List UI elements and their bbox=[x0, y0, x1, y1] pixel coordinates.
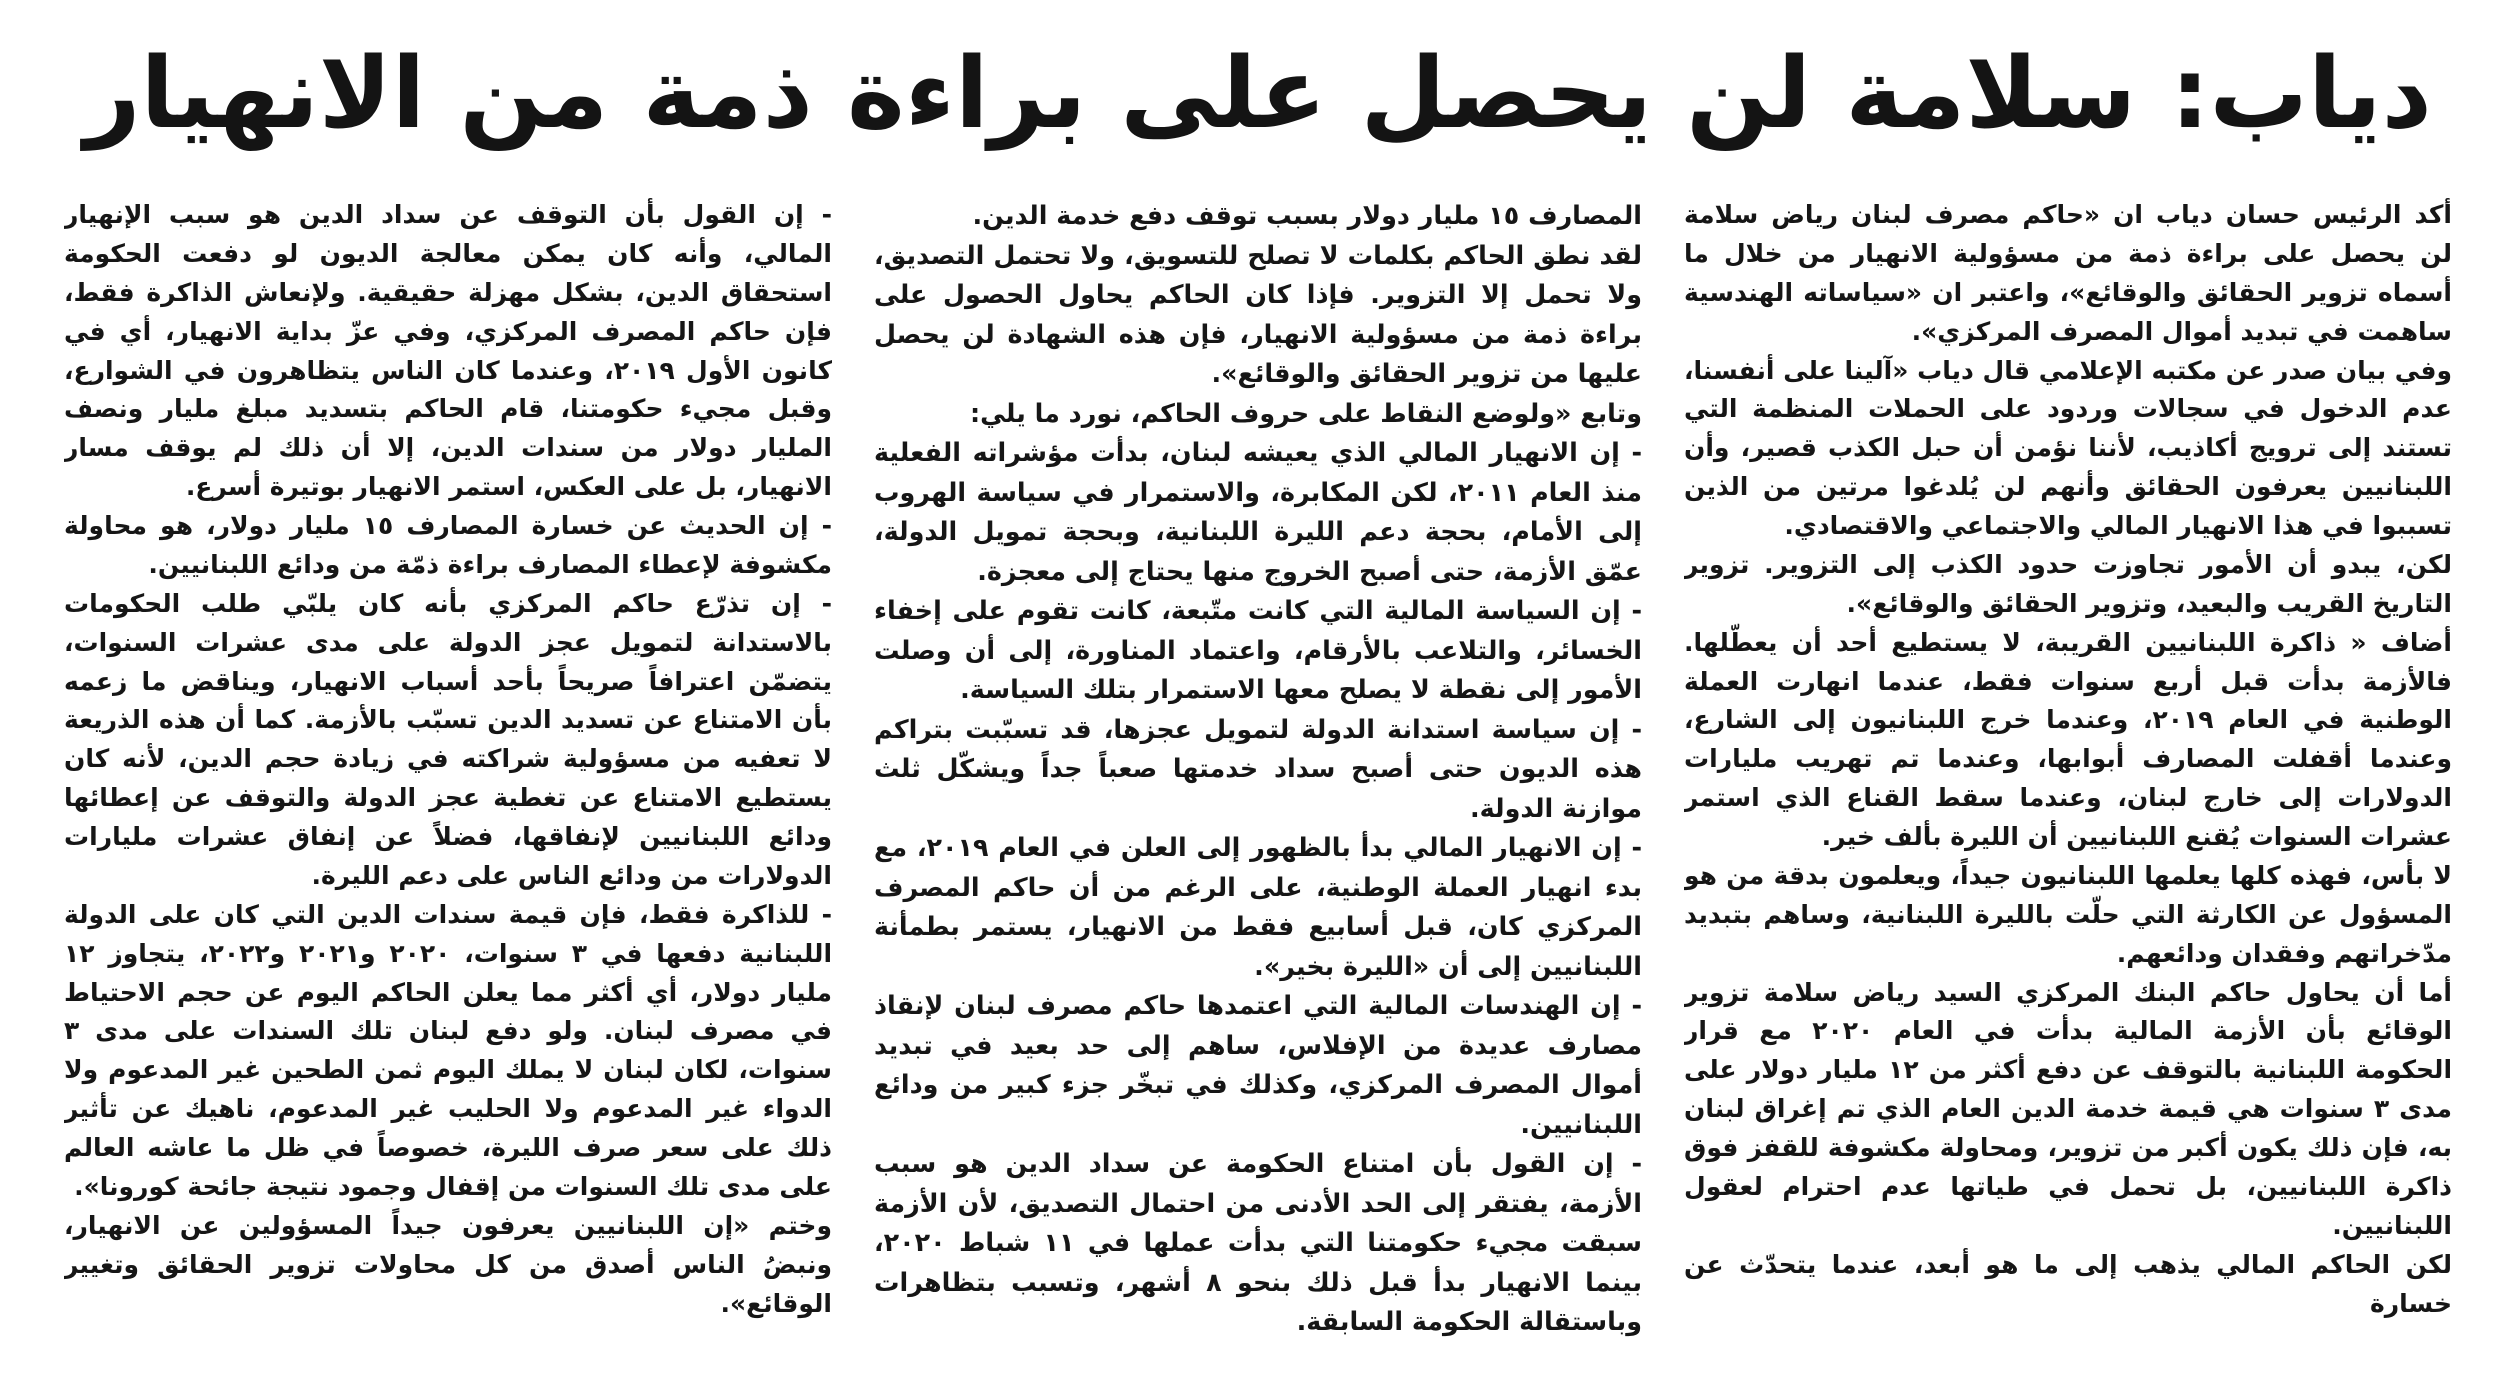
paragraph: لقد نطق الحاكم بكلمات لا تصلح للتسويق، ولا تحتمل التصديق، ولا تحمل إلا التزوير. فإذا كان الحاكم يحاول الحصول على براءة ذمة من مسؤولية الانهيار، فإن هذه الشهادة لن يحصل عليها من تزوير الحقائق والوقائع». bbox=[874, 239, 1642, 388]
article-headline: دياب: سلامة لن يحصل على براءة ذمة من الانهيار bbox=[84, 37, 2432, 151]
paragraph: أضاف « ذاكرة اللبنانيين القريبة، لا يستطيع أحد أن يعطّلها. فالأزمة بدأت قبل أربع سنوات فقط، عندما انهارت العملة الوطنية في العام ٢٠١٩، وعندما خرج اللبنانيون إلى الشارع، وعندما أقفلت المصارف أبوابها، وعندما تم تهريب مليارات الدولارات إلى خارج لبنان، وعندما سقط القناع الذي استمر عشرات السنوات يُقنع اللبنانيين أن الليرة بألف خير. bbox=[1684, 627, 2452, 851]
paragraph: - إن الحديث عن خسارة المصارف ١٥ مليار دولار، هو محاولة مكشوفة لإعطاء المصارف براءة ذمّة من ودائع اللبنانيين. bbox=[64, 511, 832, 579]
paragraph: وفي بيان صدر عن مكتبه الإعلامي قال دياب «آلينا على أنفسنا، عدم الدخول في سجالات وردود على الحملات المنظمة التي تستند إلى ترويج أكاذيب، لأننا نؤمن أن حبل الكذب قصير، وأن اللبنانيين يعرفون الحقائق وأنهم لن يُلدغوا مرتين من الذين تسببوا في هذا الانهيار المالي والاجتماعي والاقتصادي. bbox=[1684, 355, 2452, 540]
paragraph: وختم «إن اللبنانيين يعرفون جيداً المسؤولين عن الانهيار، ونبضُ الناس أصدق من كل محاولات تزوير الحقائق وتغيير الوقائع». bbox=[64, 1210, 832, 1318]
paragraph: - إن الانهيار المالي بدأ بالظهور إلى العلن في العام ٢٠١٩، مع بدء انهيار العملة الوطنية، على الرغم من أن حاكم المصرف المركزي كان، قبل أسابيع فقط من الانهيار، يستمر بطمأنة اللبنانيين إلى أن «الليرة بخير». bbox=[874, 832, 1642, 981]
paragraph: - إن سياسة استدانة الدولة لتمويل عجزها، قد تسبّبت بتراكم هذه الديون حتى أصبح سداد خدمتها صعباً جداً ويشكّل ثلث موازنة الدولة. bbox=[874, 713, 1642, 823]
paragraph: - إن القول بأن امتناع الحكومة عن سداد الدين هو سبب الأزمة، يفتقر إلى الحد الأدنى من احتمال التصديق، لأن الأزمة سبقت مجيء حكومتنا التي بدأت عملها في ١١ شباط ٢٠٢٠، بينما الانهيار بدأ قبل ذلك بنحو ٨ أشهر، وتسبب بتظاهرات وباستقالة الحكومة السابقة. bbox=[874, 1148, 1642, 1336]
paragraph: - إن تذرّع حاكم المركزي بأنه كان يلبّي طلب الحكومات بالاستدانة لتمويل عجز الدولة على مدى عشرات السنوات، يتضمّن اعترافاً صريحاً بأحد أسباب الانهيار، ويناقض ما زعمه بأن الامتناع عن تسديد الدين تسبّب بالأزمة. كما أن هذه الذريعة لا تعفيه من مسؤولية شراكته في زيادة حجم الدين، لأنه كان يستطيع الامتناع عن تغطية عجز الدولة والتوقف عن إعطائها ودائع اللبنانيين لإنفاقها، فضلاً عن إنفاق عشرات مليارات الدولارات من ودائع الناس على دعم الليرة. bbox=[64, 588, 832, 890]
paragraph: - إن الانهيار المالي الذي يعيشه لبنان، بدأت مؤشراته الفعلية منذ العام ٢٠١١، لكن المكابرة، والاستمرار في سياسة الهروب إلى الأمام، بحجة دعم الليرة اللبنانية، وبحجة تمويل الدولة، عمّق الأزمة، حتى أصبح الخروج منها يحتاج إلى معجزة. bbox=[874, 437, 1642, 586]
paragraph: - للذاكرة فقط، فإن قيمة سندات الدين التي كان على الدولة اللبنانية دفعها في ٣ سنوات، ٢٠٢٠ و٢٠٢١ و٢٠٢٢، يتجاوز ١٢ مليار دولار، أي أكثر مما يعلن الحاكم اليوم عن حجم الاحتياط في مصرف لبنان. ولو دفع لبنان تلك السندات على مدى ٣ سنوات، لكان لبنان لا يملك اليوم ثمن الطحين غير المدعوم ولا الدواء غير المدعوم ولا الحليب غير المدعوم، ناهيك عن تأثير ذلك على سعر صرف الليرة، خصوصاً في ظل ما عاشه العالم على مدى تلك السنوات من إقفال وجمود نتيجة جائحة كورونا». bbox=[64, 899, 832, 1201]
paragraph: لا بأس، فهذه كلها يعلمها اللبنانيون جيداً، ويعلمون بدقة من هو المسؤول عن الكارثة التي حلّت بالليرة اللبنانية، وساهم بتبديد مدّخراتهم وفقدان ودائعهم. bbox=[1684, 860, 2452, 968]
paragraph: أما أن يحاول حاكم البنك المركزي السيد رياض سلامة تزوير الوقائع بأن الأزمة المالية بدأت في العام ٢٠٢٠ مع قرار الحكومة اللبنانية بالتوقف عن دفع أكثر من ١٢ مليار دولار على مدى ٣ سنوات هي قيمة خدمة الدين العام الذي تم إغراق لبنان به، فإن ذلك يكون أكبر من تزوير، ومحاولة مكشوفة للقفز فوق ذاكرة اللبنانيين، بل تحمل في طياتها عدم احترام لعقول اللبنانيين. bbox=[1684, 977, 2452, 1240]
paragraph: المصارف ١٥ مليار دولار بسبب توقف دفع خدمة الدين. bbox=[972, 200, 1642, 230]
paragraph: - إن الهندسات المالية التي اعتمدها حاكم مصرف لبنان لإنقاذ مصارف عديدة من الإفلاس، ساهم إلى حد بعيد في تبديد أموال المصرف المركزي، وكذلك في تبخّر جزء كبير من ودائع اللبنانيين. bbox=[874, 990, 1642, 1139]
paragraph: لكن الحاكم المالي يذهب إلى ما هو أبعد، عندما يتحدّث عن خسارة bbox=[1684, 1249, 2452, 1318]
paragraph: وتابع «ولوضع النقاط على حروف الحاكم، نورد ما يلي: bbox=[970, 397, 1642, 428]
paragraph: لكن، يبدو أن الأمور تجاوزت حدود الكذب إلى التزوير. تزوير التاريخ القريب والبعيد، وتزوير الحقائق والوقائع». bbox=[1684, 549, 2452, 618]
paragraph: - إن القول بأن التوقف عن سداد الدين هو سبب الإنهيار المالي، وأنه كان يمكن معالجة الديون لو دفعت الحكومة استحقاق الدين، بشكل مهزلة حقيقية. ولإنعاش الذاكرة فقط، فإن حاكم المصرف المركزي، وفي عزّ بداية الانهيار، أي في كانون الأول ٢٠١٩، وعندما كان الناس يتظاهرون في الشوارع، وقبل مجيء حكومتنا، قام الحاكم بتسديد مبلغ مليار ونصف المليار دولار من سندات الدين، إلا أن ذلك لم يوقف مسار الانهيار، بل على العكس، استمر الانهيار بوتيرة أسرع. bbox=[64, 200, 832, 502]
paragraph: أكد الرئيس حسان دياب ان «حاكم مصرف لبنان رياض سلامة لن يحصل على براءة ذمة من مسؤولية الانهيار من خلال ما أسماه تزوير الحقائق والوقائع»، واعتبر ان «سياساته الهندسية ساهمت في تبديد أموال المصرف المركزي». bbox=[1684, 200, 2452, 346]
article-column-left bbox=[64, 196, 832, 1356]
article-columns bbox=[64, 196, 2452, 1356]
article-column-right bbox=[1684, 196, 2452, 1356]
article-column-middle bbox=[874, 196, 1642, 1356]
paragraph: - إن السياسة المالية التي كانت متّبعة، كانت تقوم على إخفاء الخسائر، والتلاعب بالأرقام، واعتماد المناورة، إلى أن وصلت الأمور إلى نقطة لا يصلح معها الاستمرار بتلك السياسة. bbox=[874, 595, 1642, 704]
